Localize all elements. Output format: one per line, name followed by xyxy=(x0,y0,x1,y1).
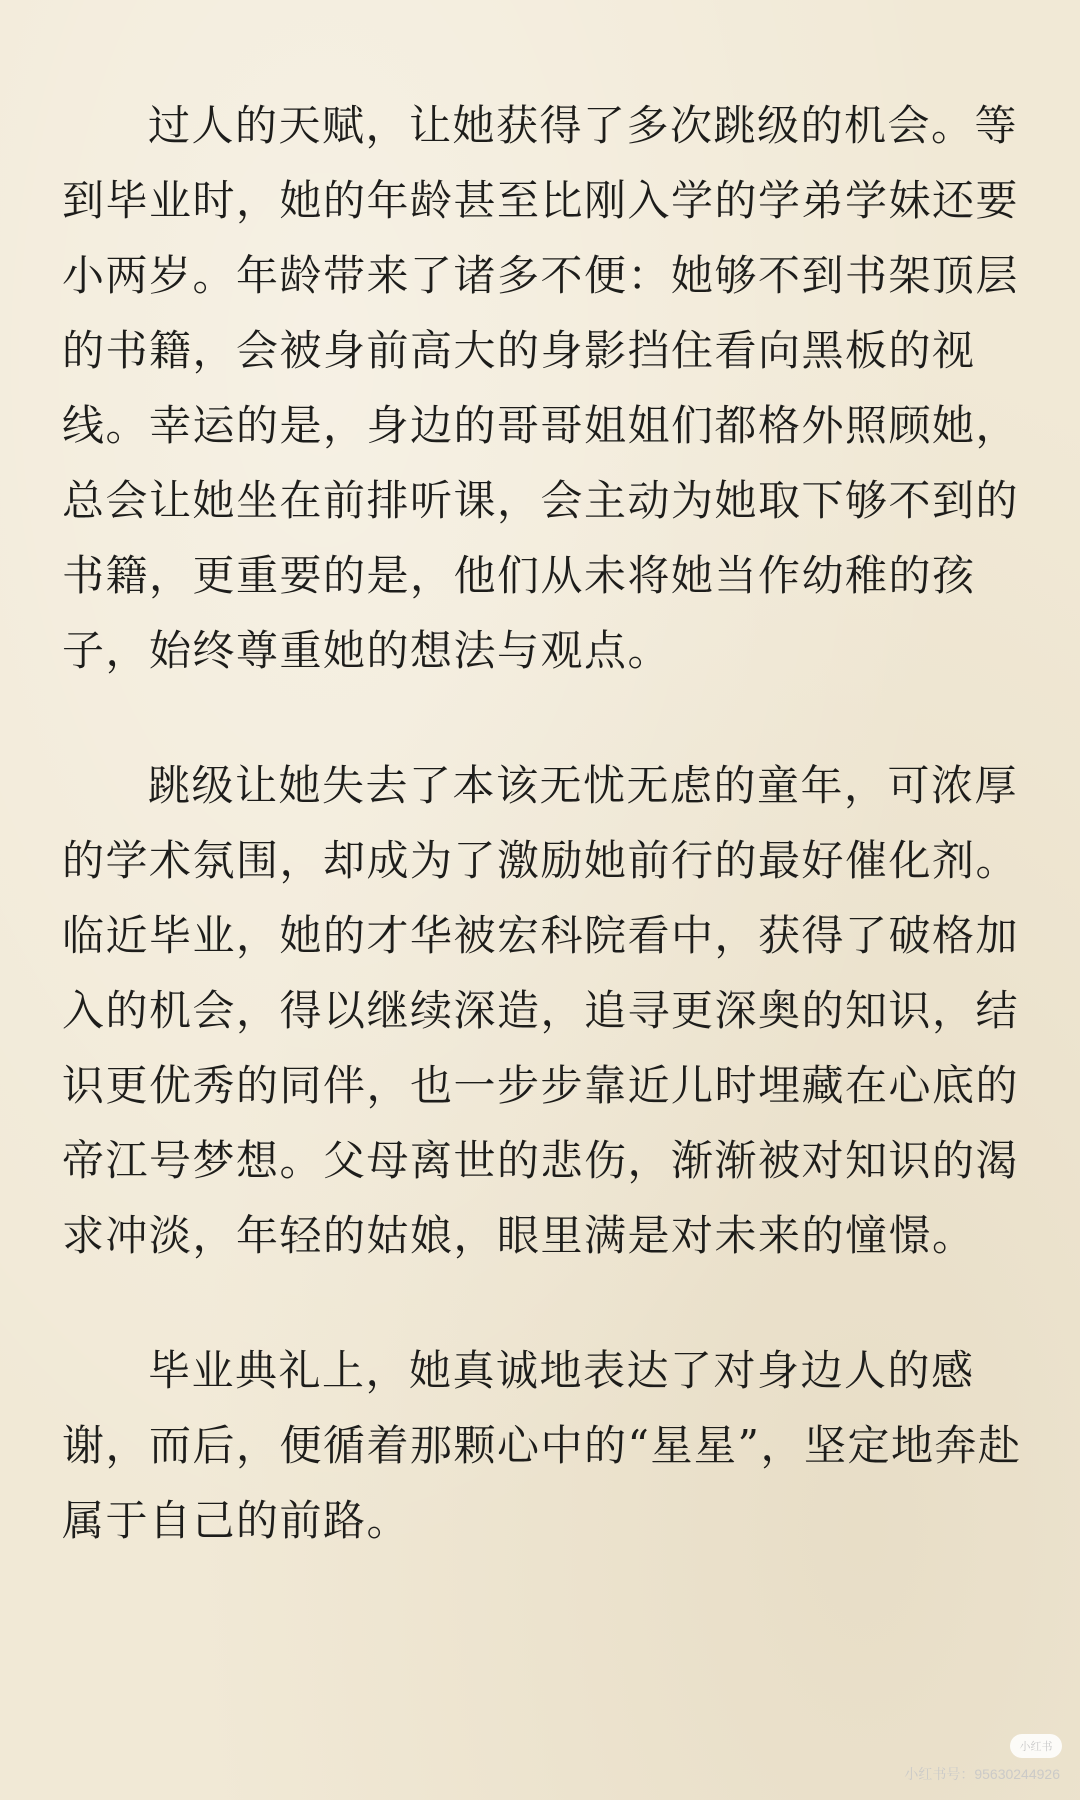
watermark xyxy=(904,1764,1060,1784)
text-line: 书籍，更重要的是，他们从未将她当作幼稚的孩 xyxy=(62,551,976,600)
text-line: 求冲淡，年轻的姑娘，眼里满是对未来的憧憬。 xyxy=(62,1211,976,1260)
paragraph-2 xyxy=(62,748,1020,1273)
paragraph-1 xyxy=(62,88,1020,688)
text-line: 总会让她坐在前排听课，会主动为她取下够不到的 xyxy=(62,476,1020,525)
text-line: 的学术氛围，却成为了激励她前行的最好催化剂。 xyxy=(62,836,1020,885)
article-body xyxy=(62,88,1022,1618)
text-line: 小两岁。年龄带来了诸多不便：她够不到书架顶层 xyxy=(62,251,1020,300)
text-line: 毕业典礼上，她真诚地表达了对身边人的感 xyxy=(148,1346,975,1395)
paragraph-3 xyxy=(62,1333,1022,1558)
text-line: 谢，而后，便循着那颗心中的“星星”，坚定地奔赴 xyxy=(62,1421,1022,1470)
text-line: 到毕业时，她的年龄甚至比刚入学的学弟学妹还要 xyxy=(62,176,1020,225)
text-line: 过人的天赋，让她获得了多次跳级的机会。等 xyxy=(148,101,1019,150)
text-line: 帝江号梦想。父母离世的悲伤，渐渐被对知识的渴 xyxy=(62,1136,1020,1185)
text-line: 的书籍，会被身前高大的身影挡住看向黑板的视 xyxy=(62,326,976,375)
watermark-id: 小红书号：95630244926 xyxy=(904,1766,1060,1782)
xiaohongshu-logo xyxy=(1010,1734,1062,1758)
text-line: 子，始终尊重她的想法与观点。 xyxy=(62,626,672,675)
text-line: 属于自己的前路。 xyxy=(62,1496,411,1545)
text-line: 线。幸运的是，身边的哥哥姐姐们都格外照顾她， xyxy=(62,401,1020,450)
text-line: 跳级让她失去了本该无忧无虑的童年，可浓厚 xyxy=(148,761,1019,810)
logo-text: 小红书 xyxy=(1019,1741,1053,1753)
text-line: 临近毕业，她的才华被宏科院看中，获得了破格加 xyxy=(62,911,1020,960)
text-line: 入的机会，得以继续深造，追寻更深奥的知识，结 xyxy=(62,986,1020,1035)
text-line: 识更优秀的同伴，也一步步靠近儿时埋藏在心底的 xyxy=(62,1061,1020,1110)
